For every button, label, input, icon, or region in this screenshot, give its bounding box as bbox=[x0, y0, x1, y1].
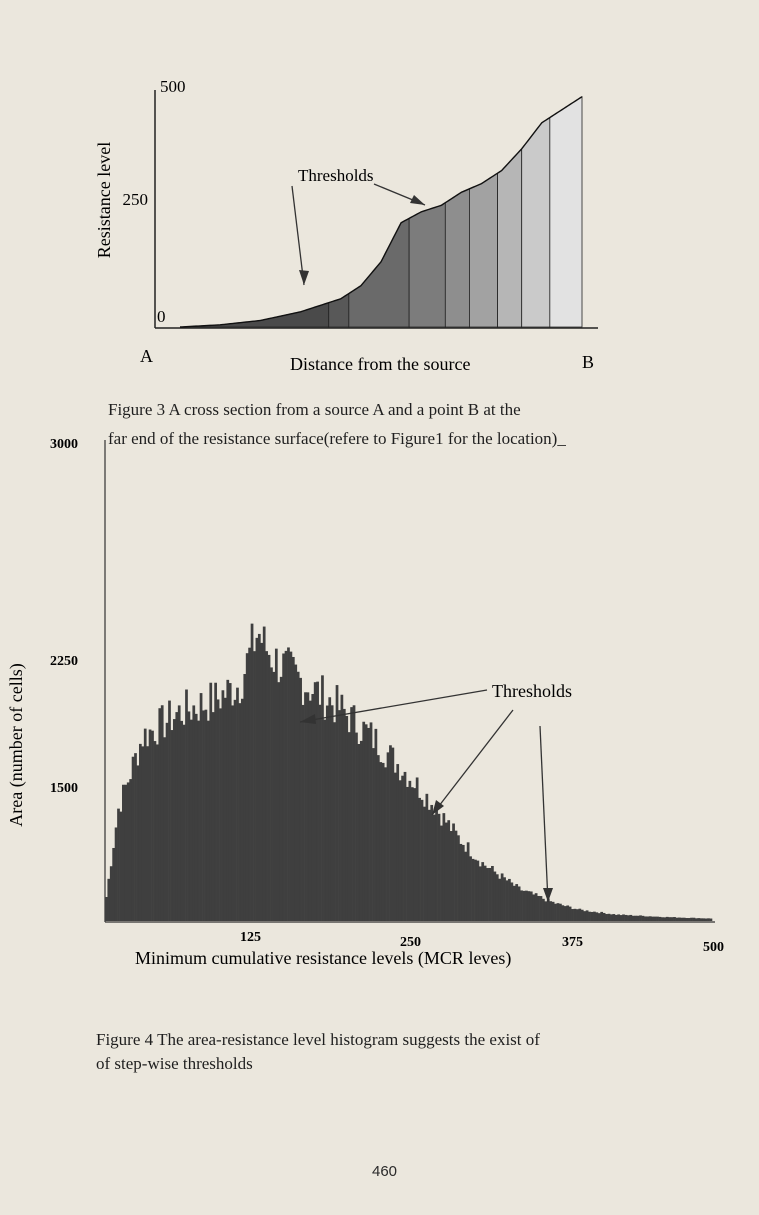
fig4-bar bbox=[435, 809, 438, 921]
fig3-point-a: A bbox=[140, 346, 153, 366]
fig4-bar bbox=[134, 753, 137, 921]
fig3-segment bbox=[329, 294, 349, 327]
page-number: 460 bbox=[372, 1163, 398, 1180]
fig4-bar bbox=[583, 911, 586, 921]
fig4-bar bbox=[217, 699, 220, 921]
fig4-bar bbox=[661, 917, 664, 921]
figure-4-caption bbox=[96, 1028, 540, 1076]
fig4-bar bbox=[154, 741, 157, 921]
fig4-bar bbox=[214, 683, 217, 921]
fig4-bar bbox=[421, 800, 424, 921]
fig4-bar bbox=[615, 915, 618, 921]
fig4-bar bbox=[693, 918, 696, 921]
fig4-bar bbox=[331, 705, 334, 921]
fig4-bar bbox=[469, 856, 472, 921]
fig4-bar bbox=[253, 651, 256, 921]
fig4-bar bbox=[474, 860, 477, 921]
fig4-bar bbox=[260, 643, 263, 921]
fig4-bar bbox=[552, 902, 555, 921]
fig4-bar bbox=[683, 918, 686, 921]
fig4-bar bbox=[581, 910, 584, 921]
fig4-bar bbox=[503, 877, 506, 921]
fig4-bar bbox=[600, 912, 603, 921]
fig4-bar bbox=[224, 698, 227, 921]
fig4-bar bbox=[197, 721, 200, 921]
fig4-bar bbox=[141, 746, 144, 921]
fig4-bar bbox=[285, 651, 288, 921]
fig4-ytick-3000: 3000 bbox=[50, 437, 78, 452]
fig4-bar bbox=[508, 879, 511, 921]
fig4-bar bbox=[117, 809, 120, 921]
fig4-bar bbox=[549, 901, 552, 921]
fig4-bar bbox=[360, 741, 363, 921]
fig4-bar bbox=[129, 779, 132, 921]
fig4-bar bbox=[535, 893, 538, 921]
fig4-bar bbox=[608, 914, 611, 921]
fig4-xtick-500: 500 bbox=[703, 940, 724, 955]
fig4-bar bbox=[447, 820, 450, 921]
fig4-bar bbox=[472, 859, 475, 921]
fig3-segment bbox=[349, 218, 409, 327]
fig4-bar bbox=[566, 905, 569, 921]
fig3-arrowhead-2 bbox=[410, 195, 425, 205]
figure-4-plot bbox=[6, 437, 724, 969]
fig4-bar bbox=[612, 914, 615, 921]
fig4-bar bbox=[506, 880, 509, 921]
fig4-bar bbox=[603, 913, 606, 921]
fig4-bar bbox=[282, 653, 285, 921]
fig4-bar bbox=[202, 710, 205, 921]
fig4-bar bbox=[362, 722, 365, 921]
fig4-bar bbox=[190, 720, 193, 921]
fig4-bar bbox=[246, 653, 249, 921]
fig4-bar bbox=[620, 915, 623, 921]
fig4-bar bbox=[299, 678, 302, 921]
fig4-annotation: Thresholds bbox=[492, 681, 572, 701]
fig4-bar bbox=[537, 896, 540, 921]
fig4-bar bbox=[413, 788, 416, 921]
fig3-y-label: Resistance level bbox=[94, 141, 114, 259]
fig4-bar bbox=[571, 909, 574, 921]
fig4-xtick-375: 375 bbox=[562, 935, 583, 950]
fig4-bar bbox=[226, 680, 229, 921]
fig4-bar bbox=[324, 720, 327, 921]
fig4-bar bbox=[656, 917, 659, 921]
fig4-bar bbox=[564, 906, 567, 921]
fig4-bar bbox=[173, 719, 176, 921]
fig4-bar bbox=[423, 807, 426, 921]
fig4-bar bbox=[542, 899, 545, 921]
fig4-bar bbox=[646, 916, 649, 921]
fig4-bar bbox=[649, 916, 652, 921]
fig4-bar bbox=[442, 813, 445, 921]
fig4-bar bbox=[209, 683, 212, 921]
fig4-bar bbox=[540, 896, 543, 921]
fig4-bar bbox=[688, 918, 691, 921]
fig4-bar bbox=[277, 682, 280, 921]
fig4-bar bbox=[518, 886, 521, 921]
fig4-bar bbox=[370, 722, 373, 921]
fig4-bar bbox=[515, 884, 518, 921]
fig4-ytick-1500: 1500 bbox=[50, 781, 78, 796]
fig4-bar bbox=[180, 721, 183, 921]
fig4-bar bbox=[404, 772, 407, 921]
fig4-bar bbox=[115, 827, 118, 921]
fig4-bar bbox=[433, 815, 436, 921]
fig4-bar bbox=[520, 890, 523, 921]
fig4-bar bbox=[171, 730, 174, 921]
fig4-bar bbox=[481, 862, 484, 921]
fig4-bar bbox=[328, 697, 331, 921]
fig4-bar bbox=[353, 705, 356, 921]
fig4-bar bbox=[321, 675, 324, 921]
fig4-bar bbox=[326, 706, 329, 921]
fig4-bar bbox=[270, 667, 273, 921]
fig4-bar bbox=[127, 782, 130, 921]
fig4-bar bbox=[588, 912, 591, 921]
fig4-bar bbox=[440, 826, 443, 921]
fig4-bar bbox=[554, 904, 557, 921]
fig4-bar bbox=[156, 744, 159, 921]
fig4-bar bbox=[455, 831, 458, 921]
fig4-bar bbox=[192, 705, 195, 921]
fig4-bar bbox=[671, 917, 674, 921]
fig4-bar bbox=[236, 688, 239, 921]
fig4-bar bbox=[484, 866, 487, 921]
fig4-bar bbox=[595, 912, 598, 921]
fig4-bar bbox=[523, 891, 526, 921]
fig4-bar bbox=[379, 762, 382, 921]
fig4-bar bbox=[457, 835, 460, 921]
fig4-bar bbox=[168, 701, 171, 921]
fig4-bar bbox=[241, 699, 244, 921]
fig4-bar bbox=[476, 861, 479, 921]
fig4-bar bbox=[406, 787, 409, 921]
fig4-bar bbox=[486, 868, 489, 921]
fig4-bar bbox=[137, 765, 140, 921]
fig4-bar bbox=[139, 744, 142, 921]
fig4-bar bbox=[685, 918, 688, 921]
fig4-bar bbox=[212, 712, 215, 921]
figure-3-caption-line-2: far end of the resistance surface(refere to Figure1 for the location)_ bbox=[108, 429, 566, 448]
fig4-bar bbox=[122, 785, 125, 921]
fig4-bar bbox=[489, 868, 492, 921]
fig4-bar bbox=[629, 915, 632, 921]
fig4-bar bbox=[183, 725, 186, 921]
fig4-bar bbox=[195, 714, 198, 921]
fig4-bar bbox=[401, 776, 404, 921]
fig4-bar bbox=[634, 916, 637, 921]
fig4-bar bbox=[239, 703, 242, 921]
fig3-segment bbox=[409, 203, 445, 327]
fig4-bar bbox=[336, 685, 339, 921]
fig4-bar bbox=[343, 709, 346, 921]
fig4-bar bbox=[302, 705, 305, 921]
fig4-bar bbox=[654, 917, 657, 921]
fig4-bar bbox=[651, 917, 654, 921]
fig4-bar bbox=[112, 848, 115, 921]
fig4-bar bbox=[144, 729, 147, 921]
fig4-bar bbox=[275, 649, 278, 921]
fig4-bar bbox=[350, 707, 353, 921]
fig4-bar bbox=[309, 701, 312, 921]
fig4-bar bbox=[358, 744, 361, 921]
fig4-bar bbox=[695, 918, 698, 921]
fig4-bar bbox=[387, 752, 390, 921]
fig4-bar bbox=[124, 785, 127, 921]
fig4-xtick-250: 250 bbox=[400, 935, 421, 950]
fig4-bar bbox=[690, 918, 693, 921]
figure-3-caption bbox=[108, 398, 566, 451]
fig4-bar bbox=[263, 627, 266, 921]
fig4-bar bbox=[576, 909, 579, 921]
fig4-bar bbox=[333, 722, 336, 921]
fig4-bar bbox=[348, 732, 351, 921]
fig4-bar bbox=[527, 891, 530, 921]
fig4-bar bbox=[666, 917, 669, 921]
figure-3-plot bbox=[94, 77, 598, 374]
fig4-bar bbox=[416, 777, 419, 921]
fig4-bar bbox=[559, 904, 562, 921]
fig4-bar bbox=[705, 919, 708, 922]
fig4-bar bbox=[426, 794, 429, 921]
fig4-bar bbox=[287, 647, 290, 921]
fig4-bar bbox=[394, 773, 397, 921]
fig4-bar bbox=[273, 672, 276, 921]
fig4-bar bbox=[532, 894, 535, 921]
fig4-bar bbox=[375, 729, 378, 921]
fig4-bar bbox=[644, 916, 647, 921]
fig4-ytick-2250: 2250 bbox=[50, 654, 78, 669]
fig4-bar bbox=[578, 909, 581, 921]
fig4-bar bbox=[707, 918, 710, 921]
fig3-ytick-0: 0 bbox=[157, 307, 166, 326]
fig4-bar bbox=[409, 781, 412, 921]
fig4-bar bbox=[243, 674, 246, 921]
fig4-bar bbox=[396, 764, 399, 921]
fig4-bar bbox=[231, 705, 234, 921]
fig4-bar bbox=[207, 721, 210, 921]
fig4-bar bbox=[392, 748, 395, 921]
fig4-bar bbox=[120, 812, 123, 921]
fig4-bar bbox=[530, 891, 533, 921]
fig4-bar bbox=[459, 844, 462, 921]
fig4-bar bbox=[702, 918, 705, 921]
fig3-segment bbox=[522, 118, 550, 327]
fig3-ytick-500: 500 bbox=[160, 77, 186, 96]
fig4-bar bbox=[248, 648, 251, 921]
fig3-segment bbox=[180, 303, 329, 327]
fig3-ytick-250: 250 bbox=[122, 190, 148, 209]
fig4-bar bbox=[642, 916, 645, 921]
fig4-bar bbox=[341, 695, 344, 921]
fig4-bar bbox=[158, 708, 161, 921]
fig4-bar bbox=[498, 879, 501, 921]
fig4-bar bbox=[663, 917, 666, 921]
fig4-bar bbox=[462, 845, 465, 921]
figure-3-caption-line-1: Figure 3 A cross section from a source A and a point B at the bbox=[108, 400, 521, 419]
fig4-bar bbox=[258, 634, 261, 921]
fig4-bar bbox=[345, 716, 348, 921]
fig4-bar bbox=[513, 886, 516, 921]
fig4-bar bbox=[161, 705, 164, 921]
fig4-bar bbox=[268, 655, 271, 921]
fig4-bar bbox=[105, 897, 108, 921]
fig4-bar bbox=[430, 805, 433, 921]
fig4-bar bbox=[294, 665, 297, 921]
fig4-bar bbox=[450, 831, 453, 921]
fig4-bar bbox=[496, 874, 499, 921]
fig4-bar bbox=[668, 917, 671, 921]
fig4-bar bbox=[200, 693, 203, 921]
fig4-bar bbox=[598, 913, 601, 921]
fig4-bar bbox=[464, 852, 467, 921]
fig4-bar bbox=[251, 624, 254, 921]
fig4-arrow-2 bbox=[432, 710, 513, 815]
fig4-bar bbox=[418, 798, 421, 921]
fig4-arrow-3 bbox=[540, 726, 548, 902]
fig4-bar bbox=[384, 767, 387, 921]
fig3-segment bbox=[469, 173, 497, 327]
fig4-bar bbox=[149, 730, 152, 921]
fig3-segment bbox=[498, 149, 522, 327]
fig3-point-b: B bbox=[582, 352, 595, 372]
fig4-bar bbox=[605, 914, 608, 921]
fig4-bar bbox=[163, 737, 166, 921]
fig3-segment bbox=[550, 97, 582, 327]
fig3-arrowhead-1 bbox=[299, 270, 309, 285]
fig4-bar bbox=[639, 915, 642, 921]
fig4-bar bbox=[678, 918, 681, 921]
fig4-bar bbox=[491, 866, 494, 921]
fig4-bar bbox=[367, 728, 370, 921]
fig4-bar bbox=[659, 917, 662, 921]
fig4-bar bbox=[205, 710, 208, 921]
fig4-bar bbox=[625, 915, 628, 921]
fig4-bar bbox=[222, 690, 225, 921]
fig4-bar bbox=[307, 692, 310, 921]
fig4-bar bbox=[382, 763, 385, 921]
fig4-bar bbox=[256, 638, 259, 921]
fig4-bar bbox=[700, 918, 703, 921]
fig4-bar bbox=[178, 705, 181, 921]
fig4-bar bbox=[438, 814, 441, 921]
fig4-bar bbox=[569, 907, 572, 921]
fig4-bar bbox=[710, 919, 713, 921]
fig4-bar bbox=[166, 723, 169, 921]
fig3-segment bbox=[445, 189, 469, 327]
fig4-bar bbox=[292, 657, 295, 921]
fig4-bar bbox=[501, 873, 504, 921]
fig4-bar bbox=[175, 712, 178, 921]
fig4-bar bbox=[316, 682, 319, 921]
fig4-bar bbox=[697, 918, 700, 921]
fig4-bar bbox=[377, 755, 380, 921]
fig4-xtick-125: 125 bbox=[240, 930, 261, 945]
fig4-x-label: Minimum cumulative resistance levels (MCR leves) bbox=[135, 948, 512, 968]
fig4-bar bbox=[591, 912, 594, 921]
fig4-bar bbox=[637, 916, 640, 921]
fig4-bar bbox=[338, 710, 341, 921]
fig4-bar bbox=[428, 810, 431, 921]
fig4-bar bbox=[574, 909, 577, 921]
fig4-bar bbox=[280, 677, 283, 921]
fig4-bar bbox=[627, 915, 630, 921]
figure-4-caption-line-2: of step-wise thresholds bbox=[96, 1054, 253, 1073]
fig3-annotation: Thresholds bbox=[298, 166, 374, 185]
fig4-bar bbox=[632, 916, 635, 921]
fig4-bar bbox=[297, 672, 300, 921]
fig4-bar bbox=[673, 917, 676, 921]
fig4-bar bbox=[399, 780, 402, 921]
fig4-bar bbox=[525, 891, 528, 921]
fig4-bar bbox=[622, 914, 625, 921]
fig4-bar bbox=[185, 690, 188, 921]
fig4-bar bbox=[445, 823, 448, 921]
fig4-bar bbox=[311, 694, 314, 921]
fig4-bar bbox=[229, 683, 232, 921]
fig4-bar bbox=[265, 651, 268, 921]
fig4-bar bbox=[467, 842, 470, 921]
fig4-bar bbox=[493, 872, 496, 921]
fig4-bar bbox=[617, 914, 620, 921]
fig4-bar bbox=[107, 879, 110, 921]
figure-4-caption-line-1: Figure 4 The area-resistance level histogram suggests the exist of bbox=[96, 1030, 540, 1049]
fig4-bar bbox=[680, 918, 683, 921]
fig4-bar bbox=[151, 731, 154, 921]
fig4-bar bbox=[561, 905, 564, 921]
fig4-bar bbox=[132, 757, 135, 921]
fig4-bar bbox=[355, 733, 358, 921]
fig4-bar bbox=[411, 787, 414, 921]
fig4-bar bbox=[290, 652, 293, 921]
fig3-arrow-1 bbox=[292, 186, 304, 285]
fig3-x-label: Distance from the source bbox=[290, 354, 471, 374]
fig4-bar bbox=[372, 748, 375, 921]
fig4-bar bbox=[557, 903, 560, 921]
fig4-bar bbox=[234, 700, 237, 921]
fig4-bar bbox=[110, 866, 113, 921]
fig4-bar bbox=[544, 901, 547, 921]
fig4-bar bbox=[319, 705, 322, 921]
fig4-bar bbox=[479, 866, 482, 921]
fig4-y-label: Area (number of cells) bbox=[6, 663, 26, 827]
fig4-bar bbox=[510, 882, 513, 921]
fig4-bar bbox=[586, 910, 589, 921]
fig4-bar bbox=[676, 918, 679, 921]
fig4-bar bbox=[593, 912, 596, 921]
fig4-bar bbox=[146, 746, 149, 921]
fig4-bar bbox=[219, 708, 222, 921]
fig4-bar bbox=[452, 823, 455, 921]
fig4-bar bbox=[389, 745, 392, 921]
fig4-bar bbox=[188, 711, 191, 921]
fig4-bar bbox=[365, 724, 368, 921]
fig4-bar bbox=[610, 914, 613, 921]
fig4-bar bbox=[304, 692, 307, 921]
